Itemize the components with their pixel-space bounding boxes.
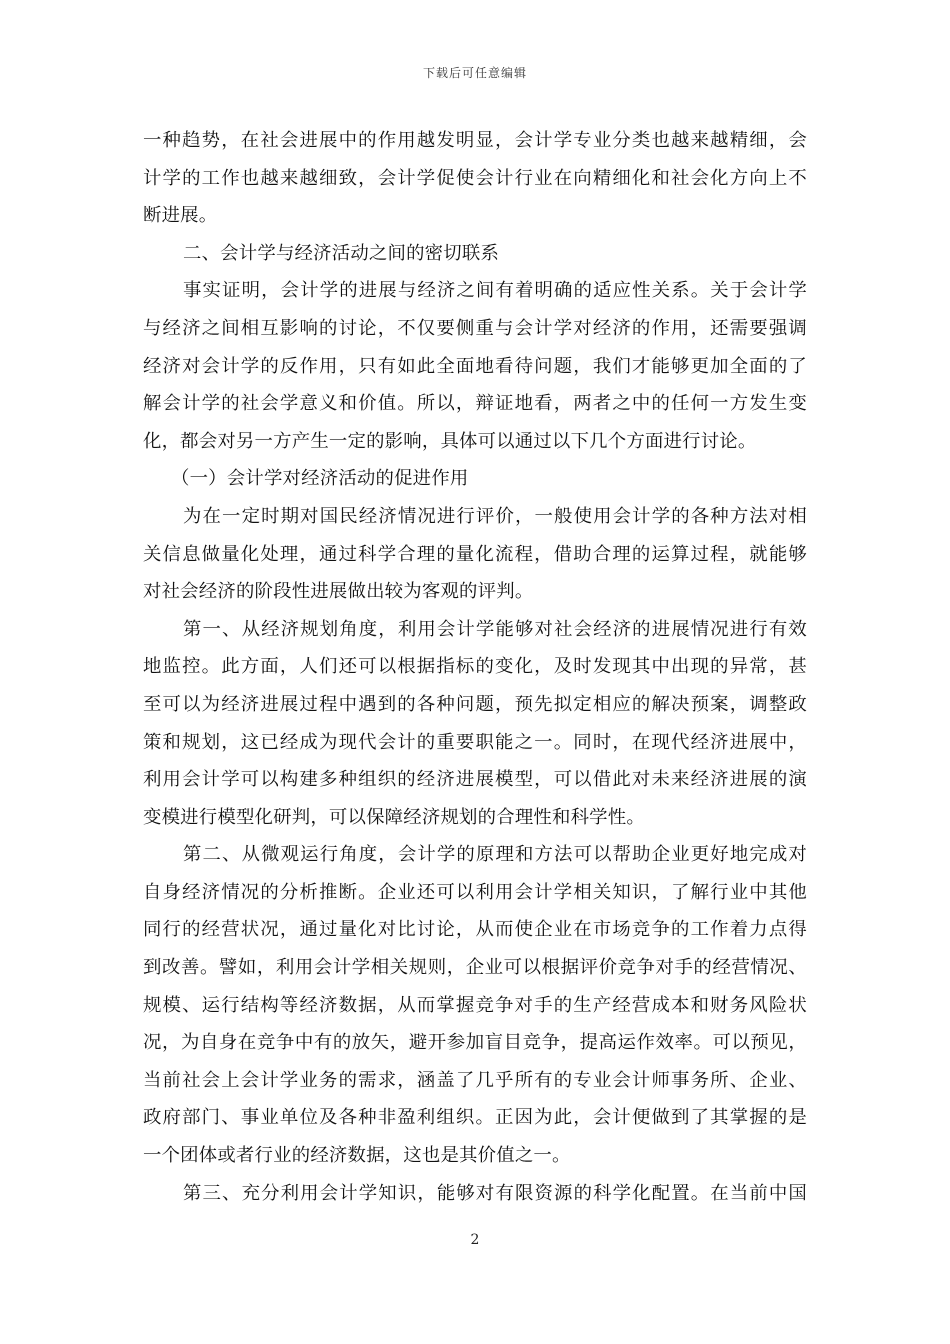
body-line: 解会计学的社会学意义和价值。所以，辩证地看，两者之中的任何一方发生变 xyxy=(143,393,807,415)
body-line: 一种趋势，在社会进展中的作用越发明显，会计学专业分类也越来越精细，会 xyxy=(143,130,807,151)
body-line: 规模、运行结构等经济数据，从而掌握竞争对手的生产经营成本和财务风险状 xyxy=(143,994,807,1016)
body-line: 自身经济情况的分析推断。企业还可以利用会计学相关知识，了解行业中其他 xyxy=(143,881,807,903)
body-line: 当前社会上会计学业务的需求，涵盖了几乎所有的专业会计师事务所、企业、 xyxy=(143,1069,807,1091)
body-line: 一个团体或者行业的经济数据，这也是其价值之一。 xyxy=(143,1145,571,1167)
body-line: 第三、充分利用会计学知识，能够对有限资源的科学化配置。在当前中国 xyxy=(183,1182,807,1204)
body-line: 化，都会对另一方产生一定的影响，具体可以通过以下几个方面进行讨论。 xyxy=(143,430,757,452)
body-line: 第二、从微观运行角度，会计学的原理和方法可以帮助企业更好地完成对 xyxy=(183,844,807,866)
body-line: 关信息做量化处理，通过科学合理的量化流程，借助合理的运算过程，就能够 xyxy=(143,543,807,565)
body-line: 变模进行模型化研判，可以保障经济规划的合理性和科学性。 xyxy=(143,806,645,828)
subsection-heading: （一）会计学对经济活动的促进作用 xyxy=(171,468,469,490)
body-line: 对社会经济的阶段性进展做出较为客观的评判。 xyxy=(143,581,534,603)
page-number: 2 xyxy=(470,1232,480,1248)
body-line: 断进展。 xyxy=(143,205,218,227)
body-line: 为在一定时期对国民经济情况进行评价，一般使用会计学的各种方法对相 xyxy=(183,505,807,527)
body-line: 到改善。譬如，利用会计学相关规则，企业可以根据评价竞争对手的经营情况、 xyxy=(143,957,807,979)
body-line: 经济对会计学的反作用，只有如此全面地看待问题，我们才能够更加全面的了 xyxy=(143,355,807,377)
section-heading: 二、会计学与经济活动之间的密切联系 xyxy=(183,242,500,264)
body-line: 政府部门、事业单位及各种非盈利组织。正因为此，会计便做到了其掌握的是 xyxy=(143,1107,807,1129)
body-line: 计学的工作也越来越细致，会计学促使会计行业在向精细化和社会化方向上不 xyxy=(143,167,807,189)
page-header: 下载后可任意编辑 xyxy=(422,66,527,80)
body-line: 况，为自身在竞争中有的放矢，避开参加盲目竞争，提高运作效率。可以预见， xyxy=(143,1032,807,1054)
body-line: 事实证明，会计学的进展与经济之间有着明确的适应性关系。关于会计学 xyxy=(183,280,807,302)
body-line: 地监控。此方面，人们还可以根据指标的变化，及时发现其中出现的异常，甚 xyxy=(143,656,807,678)
body-line: 策和规划，这已经成为现代会计的重要职能之一。同时，在现代经济进展中， xyxy=(143,731,807,753)
body-line: 与经济之间相互影响的讨论，不仅要侧重与会计学对经济的作用，还需要强调 xyxy=(143,317,807,339)
body-line: 同行的经营状况，通过量化对比讨论，从而使企业在市场竞争的工作着力点得 xyxy=(143,919,807,941)
body-line: 第一、从经济规划角度，利用会计学能够对社会经济的进展情况进行有效 xyxy=(183,618,807,640)
document-body xyxy=(143,122,807,1212)
body-line: 利用会计学可以构建多种组织的经济进展模型，可以借此对未来经济进展的演 xyxy=(143,769,807,791)
body-line: 至可以为经济进展过程中遇到的各种问题，预先拟定相应的解决预案，调整政 xyxy=(143,693,807,715)
